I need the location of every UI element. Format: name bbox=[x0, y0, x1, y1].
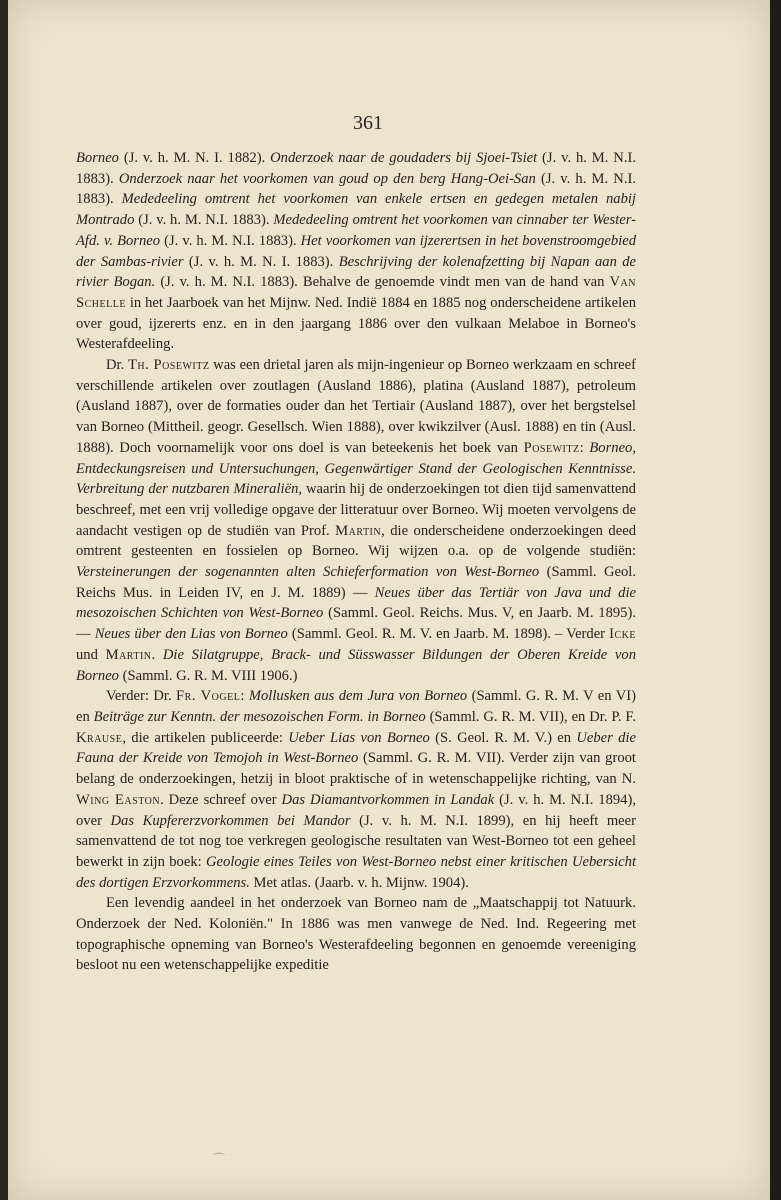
paragraph-4: Een levendig aandeel in het onderzoek van Borneo nam de „Maatschappij tot Natuurk. Onderzoek der Ned. Koloniën." In 1886 was men vanwege de Ned. Ind. Regeering met topographische opneming van Borneo's Westerafdeeling begonnen en genoemde vereeniging besloot nu een wetenschappelijke expeditie bbox=[76, 895, 636, 974]
paragraph-1: Borneo (J. v. h. M. N. I. 1882). Onderzoek naar de goudaders bij Sjoei-Tsiet (J. v. h. M. N.I. 1883). Onderzoek naar het voorkomen van goud op den berg Hang-Oei-San (J. v. h. M. N.I. 1883). Mededeeling omtrent het voorkomen van enkele ertsen en gedegen metalen nabij Montrado (J. v. h. M. N.I. 1883). Mededeeling omtrent het voorkomen van cinnaber ter Wester-Afd. v. Borneo (J. v. h. M. N.I. 1883). Het voorkomen van ijzerertsen in het bovenstroomgebied der Sambas-rivier (J. v. h. M. N. I. 1883). Beschrijving der kolenafzetting bij Napan aan de rivier Bogan. (J. v. h. M. N.I. 1883). Behalve de genoemde vindt men van de hand van Van Schelle in het Jaarboek van het Mijnw. Ned. Indië 1884 en 1885 nog onderscheidene artikelen over goud, ijzererts enz. en in den jaargang 1886 over den vulkaan Melaboe in Borneo's Westerafdeeling. bbox=[76, 150, 637, 353]
footer-mark: ⌒ bbox=[213, 1152, 226, 1166]
paragraph-3: Verder: Dr. Fr. Vogel: Mollusken aus dem Jura von Borneo (Samml. G. R. M. V en VI) en Beiträge zur Kenntn. der mesozoischen Form. in Borneo (Samml. G. R. M. VII), en Dr. P. F. Krause, die artikelen publiceerde: Ueber Lias von Borneo (S. Geol. R. M. V.) en Ueber die Fauna der Kreide von Temojoh in West-Borneo (Samml. G. R. M. VII). Verder zijn van groot belang de onderzoekingen, hetzij in bloot praktische of in wetenschappelijke richting, van N. Wing Easton. Deze schreef over Das Diamantvorkommen in Landak (J. v. h. M. N.I. 1894), over Das Kupfererzvorkommen bei Mandor (J. v. h. M. N.I. 1899), en hij heeft meer samenvattend de tot nog toe verkregen geologische resultaten van West-Borneo tot een geheel bewerkt in zijn boek: Geologie eines Teiles von West-Borneo nebst einer kritischen Uebersicht des dortigen Erzvorkommens. Met atlas. (Jaarb. v. h. Mijnw. 1904). bbox=[76, 688, 636, 891]
page-number: 361 bbox=[353, 112, 383, 134]
body-text bbox=[76, 148, 636, 976]
book-page bbox=[8, 0, 770, 1200]
page-edge bbox=[770, 0, 781, 1200]
paragraph-2: Dr. Th. Posewitz was een drietal jaren als mijn-ingenieur op Borneo werkzaam en schreef verschillende artikelen over zoutlagen (Ausland 1886), platina (Ausland 1887), petroleum (Ausland 1887), over de formaties ouder dan het Tertiair (Ausland 1887), over het bergstelsel van Borneo (Mittheil. geogr. Gesellsch. Wien 1888), over kwikzilver (Ausl. 1888) en tin (Ausl. 1888). Doch voornamelijk voor ons doel is van beteekenis het boek van Posewitz: Borneo, Entdeckungsreisen und Untersuchungen, Gegenwärtiger Stand der Geologischen Kenntnisse. Verbreitung der nutzbaren Mineraliën, waarin hij de onderzoekingen tot dien tijd samenvattend beschreef, met een vrij volledige opgave der litteratuur over Borneo. Wij moeten vervolgens de aandacht vestigen op de studiën van Prof. Martin, die onderscheidene onderzoekingen deed omtrent gesteenten en fossielen op Borneo. Wij wijzen o.a. op de volgende studiën: Versteinerungen der sogenannten alten Schieferformation von West-Borneo (Samml. Geol. Reichs Mus. in Leiden IV, en J. M. 1889) — Neues über das Tertiär von Java und die mesozoischen Schichten von West-Borneo (Samml. Geol. Reichs. Mus. V, en Jaarb. M. 1895). — Neues über den Lias von Borneo (Samml. Geol. R. M. V. en Jaarb. M. 1898). – Verder Icke und Martin. Die Silatgruppe, Brack- und Süsswasser Bildungen der Oberen Kreide von Borneo (Samml. G. R. M. VIII 1906.) bbox=[76, 357, 637, 684]
